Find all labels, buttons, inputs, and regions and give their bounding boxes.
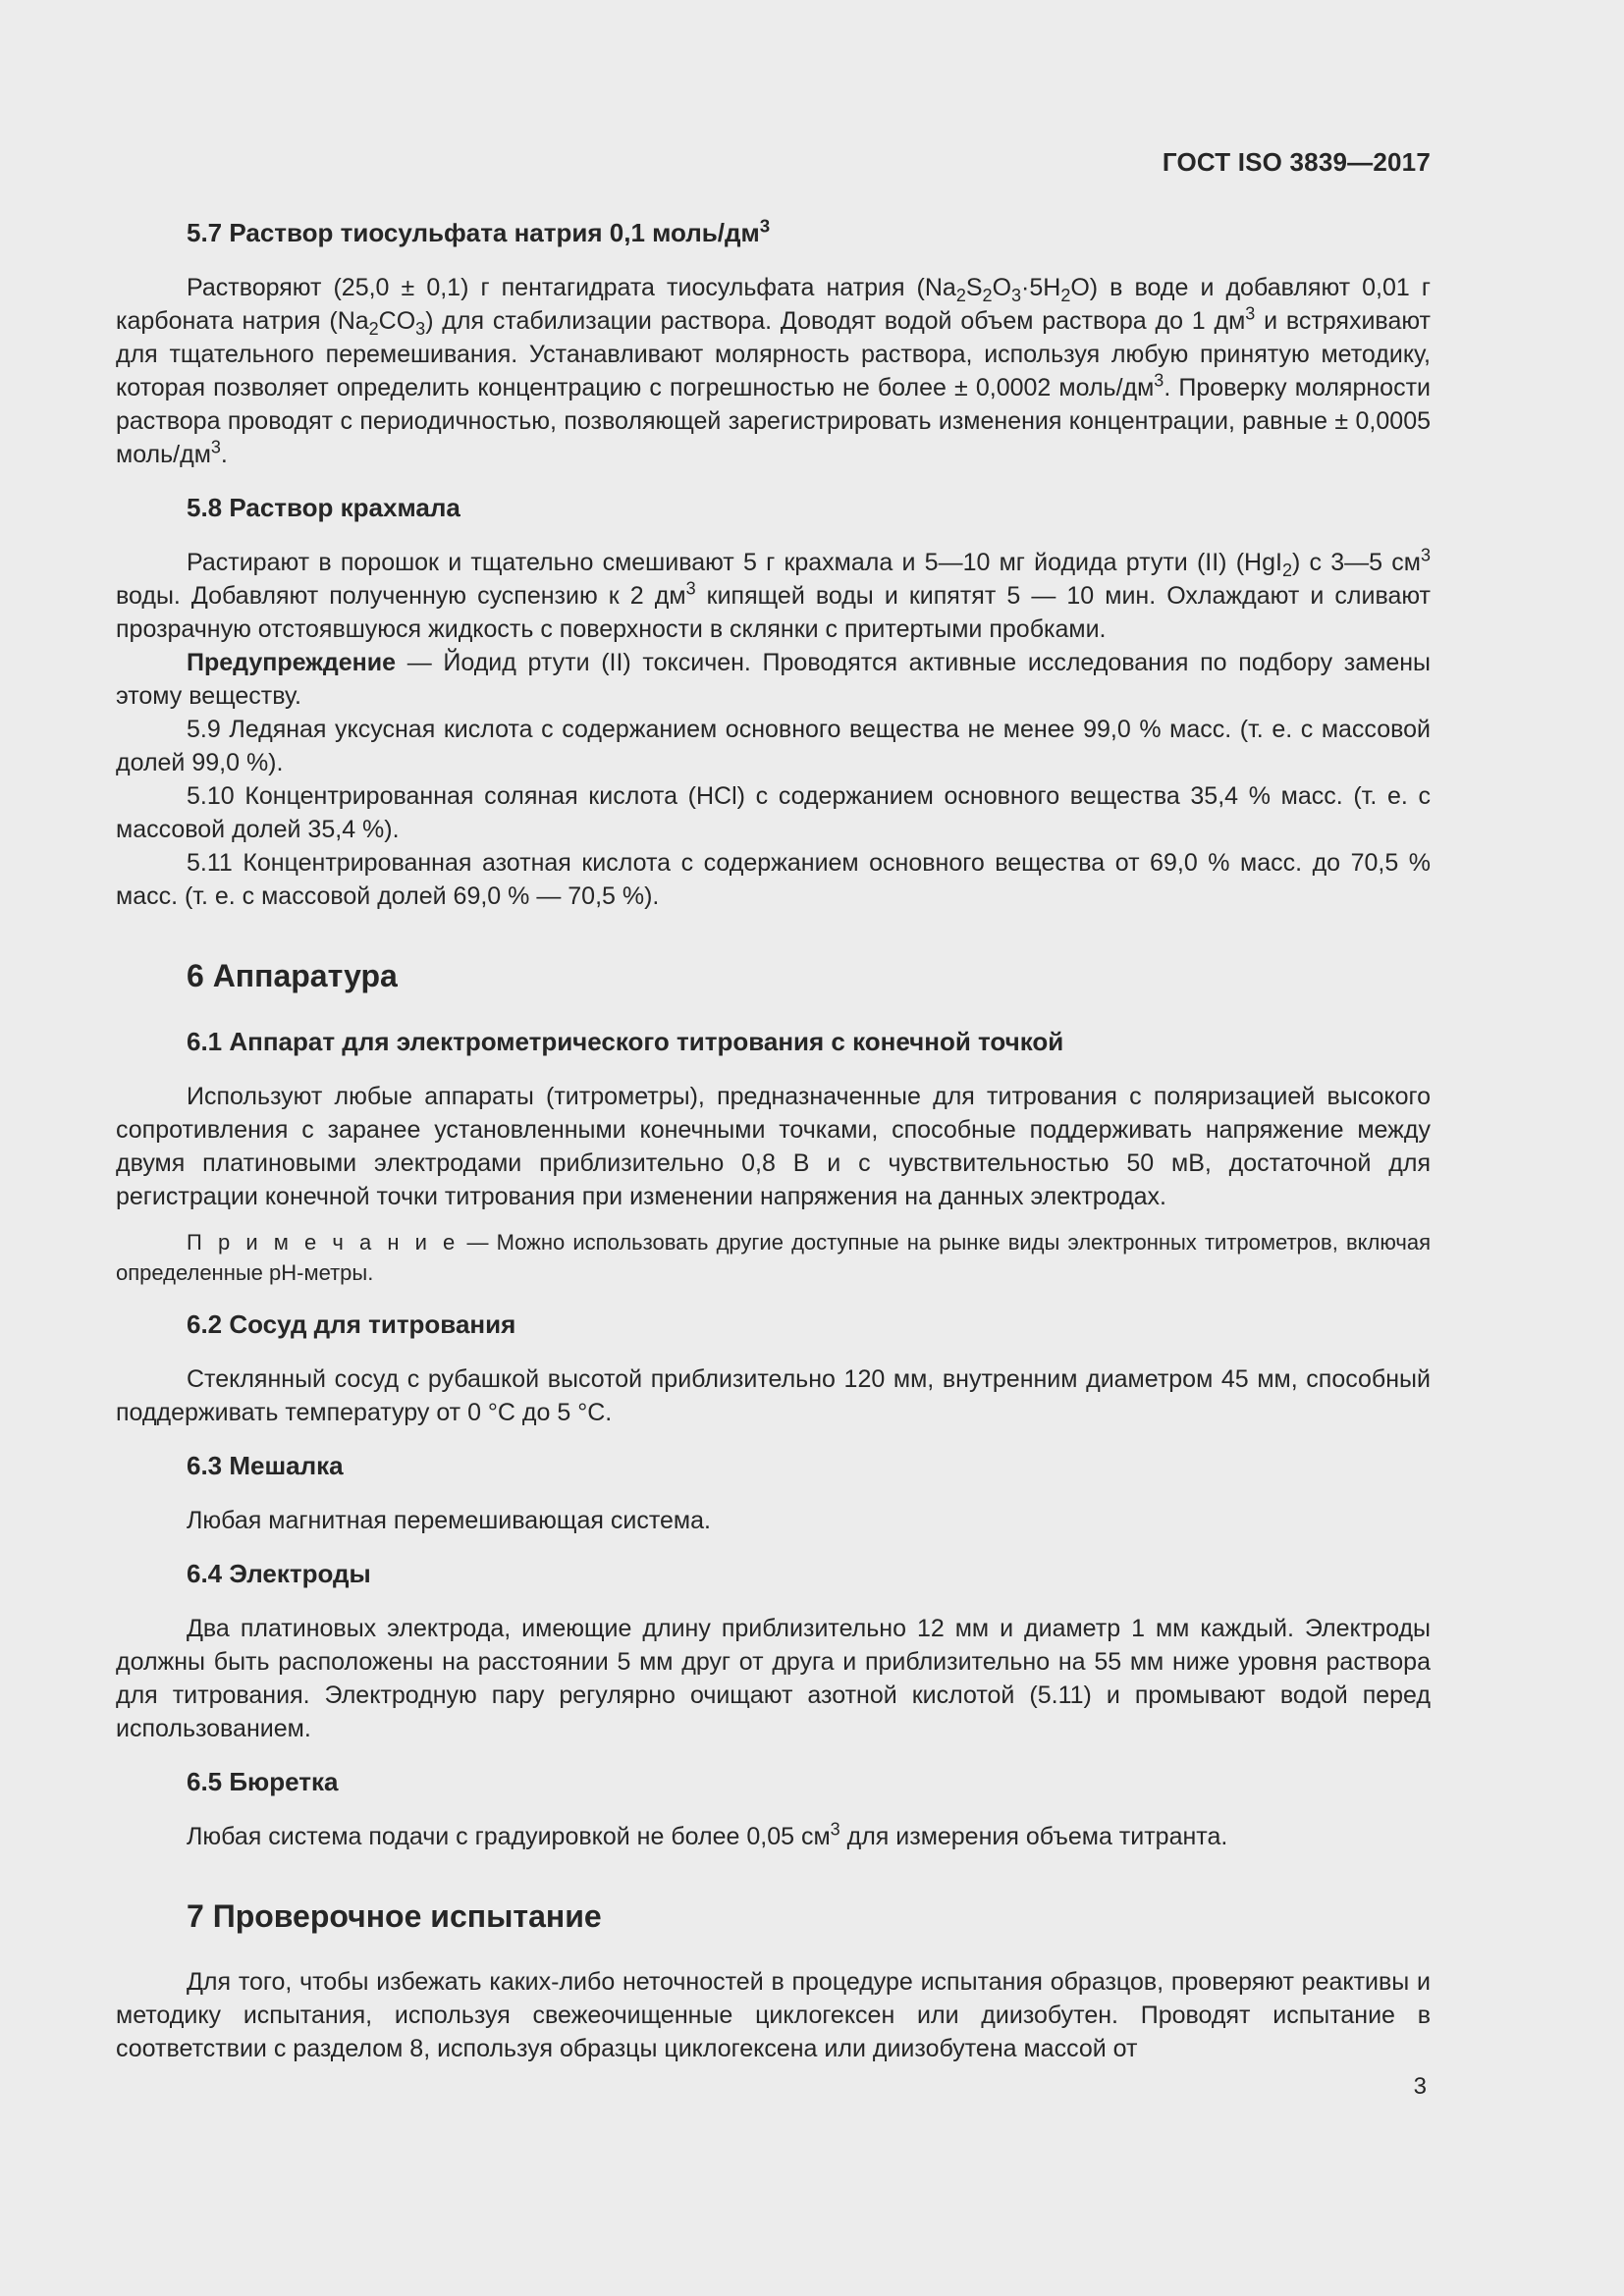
section-6-1-title: 6.1 Аппарат для электрометрического титрования с конечной точкой [187,1027,1064,1056]
section-6-5-title: 6.5 Бюретка [187,1767,339,1796]
section-5-10-paragraph: 5.10 Концентрированная соляная кислота (HCl) с содержанием основного вещества 35,4 % масс. (т. е. с массовой долей 35,4 %). [116,782,1431,843]
note-paragraph: П р и м е ч а н и е — Можно использовать другие доступные на рынке виды электронных титрометров, включая определенные pH-метры. [116,1230,1431,1285]
page-number: 3 [1413,2073,1427,2100]
section-5-11-paragraph: 5.11 Концентрированная азотная кислота с содержанием основного вещества от 69,0 % масс. до 70,5 % масс. (т. е. с массовой долей 69,0 % — 70,5 %). [116,849,1431,910]
section-5-8-paragraph: Растирают в порошок и тщательно смешивают 5 г крахмала и 5—10 мг йодида ртути (II) (HgI$_2$) с 3—5 $см^3$ воды. Добавляют полученную суспензию к 2 $дм^3$ кипящей воды и кипятят 5 — 10 мин. Охлаждают и сливают прозрачную отстоявшуюся жидкость с поверхности в склянки с притертыми пробками. [116,545,1431,643]
section-6-4-title: 6.4 Электроды [187,1559,371,1588]
warning-paragraph: Предупреждение — Йодид ртути (II) токсичен. Проводятся активные исследования по подбору замены этому веществу. [116,649,1431,710]
warning-label: Предупреждение [187,649,397,676]
section-5-8-title: 5.8 Раствор крахмала [187,493,460,522]
document-code-header: ГОСТ ISO 3839—2017 [1162,147,1431,177]
section-6-2-paragraph: Стеклянный сосуд с рубашкой высотой приблизительно 120 мм, внутренним диаметром 45 мм, способный поддерживать температуру от 0 °С до 5 °С. [116,1365,1431,1426]
section-6-1-paragraph: Используют любые аппараты (титрометры), предназначенные для титрования с поляризацией высокого сопротивления с заранее установленными конечными точками, способные поддерживать напряжение между двумя платиновыми электродами приблизительно 0,8 В и с чувствительностью 50 мВ, достаточной для регистрации конечной точки титрования при изменении напряжения на данных электродах. [116,1083,1431,1210]
section-5-7-paragraph: Растворяют (25,0 ± 0,1) г пентагидрата тиосульфата натрия $(Na_2S_2O_3\cdot 5H_2O)$ в воде и добавляют 0,01 г карбоната натрия $(Na_2CO_3)$ для стабилизации раствора. Доводят водой объем раствора до 1 $дм^3$ и встряхивают для тщательного перемешивания. Устанавливают молярность раствора, используя любую принятую методику, которая позволяет определить концентрацию с погрешностью не более ± 0,0002 моль/$дм^3$. Проверку молярности раствора проводят с периодичностью, позволяющей зарегистрировать изменения концентрации, равные ± 0,0005 моль/$дм^3$. [116,274,1431,468]
section-6-4-paragraph: Два платиновых электрода, имеющие длину приблизительно 12 мм и диаметр 1 мм каждый. Электроды должны быть расположены на расстоянии 5 мм друг от друга и приблизительно на 55 мм ниже уровня раствора для титрования. Электродную пару регулярно очищают азотной кислотой (5.11) и промывают водой перед использованием. [116,1615,1431,1742]
section-6-5-paragraph: Любая система подачи с градуировкой не более 0,05 $см^3$ для измерения объема титранта. [187,1819,1228,1850]
section-5-9-paragraph: 5.9 Ледяная уксусная кислота с содержанием основного вещества не менее 99,0 % масс. (т. е. с массовой долей 99,0 %). [116,716,1431,776]
section-6-2-title: 6.2 Сосуд для титрования [187,1309,516,1339]
section-5-7-title: 5.7 Раствор тиосульфата натрия 0,1 моль/$дм^3$ [187,215,771,247]
section-6-3-paragraph: Любая магнитная перемешивающая система. [187,1507,711,1534]
section-7-paragraph: Для того, чтобы избежать каких-либо неточностей в процедуре испытания образцов, проверяют реактивы и методику испытания, используя свежеочищенные циклогексен или диизобутен. Проводят испытание в соответствии с разделом 8, используя образцы циклогексена или диизобутена массой от [116,1968,1431,2062]
document-body [116,216,1431,2065]
section-6-3-title: 6.3 Мешалка [187,1451,344,1480]
section-7-title: 7 Проверочное испытание [187,1898,602,1934]
section-6-title: 6 Аппаратура [187,958,398,993]
note-label: П р и м е ч а н и е [187,1230,460,1255]
